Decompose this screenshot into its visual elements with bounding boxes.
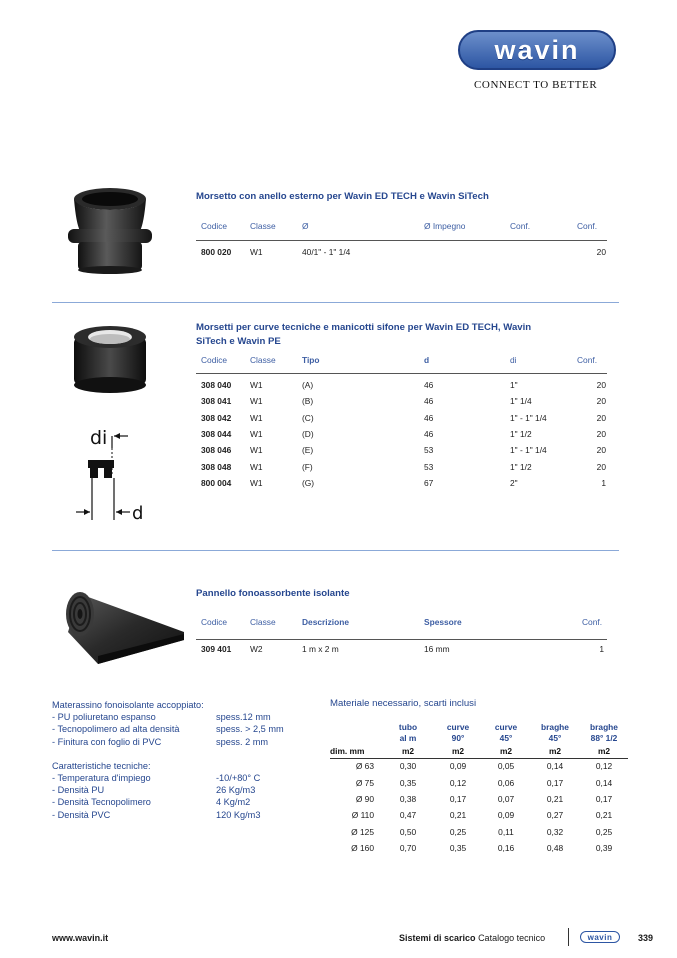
cell-dim: Ø 63 (355, 761, 374, 772)
cell-diameter: 40/1" - 1" 1/4 (302, 247, 351, 258)
table-row (201, 377, 606, 393)
table-row (201, 641, 604, 657)
cell-m2: 0,12 (595, 761, 613, 772)
cell-tipo: (D) (302, 429, 314, 440)
cell-classe: W2 (250, 644, 263, 655)
label-d: d (132, 503, 144, 524)
cell-m2: 0,30 (399, 761, 417, 772)
cell-di: 1" - 1" 1/4 (510, 412, 547, 423)
s1-header-conf1: Conf. (510, 221, 531, 231)
cell-codice: 800 004 (201, 477, 232, 488)
s1-header-codice: Codice (201, 221, 228, 231)
di-arrow-head (114, 433, 120, 439)
cell-m2: 0,35 (399, 777, 417, 788)
cell-dim: Ø 110 (351, 810, 374, 821)
col-head-line: curve (446, 722, 470, 732)
s2-header-rule (196, 373, 607, 374)
col-head-line: 90° (451, 733, 465, 743)
s1-header-conf2: Conf. (577, 221, 598, 231)
cell-m2: 0,32 (546, 826, 564, 837)
cell-tipo: (C) (302, 412, 314, 423)
cell-codice: 308 046 (201, 445, 232, 456)
cell-m2: 0,11 (498, 826, 514, 837)
materials-unit-head: dim. mm (330, 745, 365, 756)
cell-d: 67 (424, 477, 434, 488)
logo-text: wavin (494, 34, 580, 65)
cell-spessore: 16 mm (424, 644, 450, 655)
cell-m2: 0,06 (497, 777, 515, 788)
cell-codice: 308 044 (201, 429, 232, 440)
table-row (201, 442, 606, 458)
cell-m2: 0,48 (546, 843, 564, 854)
cell-m2: 0,17 (546, 777, 564, 788)
cell-m2: 0,47 (399, 810, 417, 821)
cell-m2: 0,70 (399, 843, 417, 854)
spec-item (52, 784, 284, 796)
cell-m2: 0,25 (595, 826, 613, 837)
spec-label: - Finitura con foglio di PVC (52, 736, 162, 747)
cell-m2: 0,38 (399, 793, 417, 804)
cell-classe: W1 (250, 477, 263, 488)
spec-value: 120 Kg/m3 (216, 809, 261, 820)
spec-item (52, 796, 284, 808)
footer-catalog-rest: Catalogo tecnico (478, 933, 546, 943)
materials-unit-head: m2 (499, 745, 513, 756)
table-row (330, 758, 628, 774)
spec-label: - Tecnopolimero ad alta densità (52, 724, 180, 735)
spec-label: - Densità PU (52, 785, 105, 796)
s3-header-codice: Codice (201, 617, 228, 627)
part-top (88, 460, 114, 468)
cell-d: 53 (424, 461, 434, 472)
s2-header-tipo: Tipo (302, 355, 320, 365)
cell-m2: 0,09 (497, 810, 515, 821)
cell-m2: 0,50 (399, 826, 417, 837)
materials-title: Materiale necessario, scarti inclusi (330, 698, 477, 709)
table-row (201, 426, 606, 442)
cell-dim: Ø 160 (351, 843, 374, 854)
cell-tipo: (F) (302, 461, 313, 472)
cell-conf: 1 (601, 477, 606, 488)
footer-website[interactable]: www.wavin.it (52, 933, 109, 943)
footer-wavin-logo (580, 931, 620, 943)
d-right-arrow-head (116, 509, 122, 515)
section2-table (201, 377, 606, 491)
table-row (330, 774, 628, 790)
pannello-roll-image (58, 584, 188, 668)
cell-conf: 20 (596, 429, 606, 440)
s1-header-impegno: Ø Impegno (424, 221, 466, 231)
spec-value: spess.12 mm (216, 712, 271, 723)
cell-m2: 0,16 (497, 843, 515, 854)
spec-label: - PU poliuretano espanso (52, 712, 156, 723)
footer-catalog (399, 933, 545, 943)
specs-heading-2: Caratteristiche tecniche: (52, 760, 151, 771)
materials-col-head (382, 716, 434, 744)
s3-header-classe: Classe (250, 617, 276, 627)
cell-dim: Ø 75 (355, 777, 374, 788)
cell-d: 46 (424, 380, 434, 391)
cell-m2: 0,05 (497, 761, 515, 772)
materials-unit-head: m2 (451, 745, 465, 756)
section3-table (201, 641, 604, 657)
spec-value: 4 Kg/m2 (216, 797, 251, 808)
materials-col-head (434, 716, 482, 744)
cell-di: 1" (510, 380, 518, 391)
s3-header-rule (196, 639, 607, 640)
table-row (201, 475, 606, 491)
section-divider-1 (52, 302, 619, 303)
cell-m2: 0,14 (546, 761, 564, 772)
section1-table (201, 244, 606, 260)
section-divider-2 (52, 550, 619, 551)
cell-codice: 308 041 (201, 396, 232, 407)
cell-codice: 309 401 (201, 644, 232, 655)
cell-d: 46 (424, 396, 434, 407)
table-row (201, 458, 606, 474)
col-head-line: 45° (499, 733, 513, 743)
cell-conf1 (510, 244, 582, 260)
spec-item (52, 723, 284, 735)
spec-value: spess. 2 mm (216, 736, 269, 747)
col-head-line: al m (399, 733, 417, 743)
cell-di: 1" 1/4 (510, 396, 532, 407)
section2-title-line2: SiTech e Wavin PE (196, 336, 281, 347)
section3-title: Pannello fonoassorbente isolante (196, 588, 350, 599)
cell-m2: 0,09 (449, 761, 467, 772)
section2-title-line1: Morsetti per curve tecniche e manicotti sifone per Wavin ED TECH, Wavin (196, 322, 532, 333)
spec-item (52, 809, 284, 821)
cell-conf2: 20 (596, 247, 606, 258)
materials-col-head (482, 716, 530, 744)
cell-m2: 0,07 (497, 793, 515, 804)
cell-classe: W1 (250, 445, 263, 456)
cell-m2: 0,25 (449, 826, 467, 837)
cell-m2: 0,27 (546, 810, 564, 821)
section2-title (196, 321, 531, 349)
s1-header-classe: Classe (250, 221, 276, 231)
cell-conf: 1 (599, 644, 604, 655)
table-row (330, 791, 628, 807)
spec-item (52, 772, 284, 784)
col-head-line: braghe (541, 722, 569, 732)
cell-di: 1" 1/2 (510, 429, 532, 440)
dimension-diagram (72, 420, 152, 530)
s3-header-conf: Conf. (582, 617, 603, 627)
col-head-line: braghe (590, 722, 618, 732)
cell-tipo: (G) (302, 477, 315, 488)
spec-label: - Densità Tecnopolimero (52, 797, 151, 808)
page-number: 339 (638, 933, 654, 943)
materials-col-head (580, 716, 628, 744)
cell-m2: 0,35 (449, 843, 467, 854)
cell-tipo: (A) (302, 380, 314, 391)
section1-title: Morsetto con anello esterno per Wavin ED TECH e Wavin SiTech (196, 191, 489, 202)
cell-d: 46 (424, 412, 434, 423)
cell-di: 1" 1/2 (510, 461, 532, 472)
s3-header-descrizione: Descrizione (302, 617, 350, 627)
materials-unit-head: m2 (401, 745, 415, 756)
cell-conf: 20 (596, 396, 606, 407)
s2-header-codice: Codice (201, 355, 228, 365)
cell-tipo: (B) (302, 396, 314, 407)
cell-m2: 0,12 (449, 777, 467, 788)
cell-m2: 0,17 (595, 793, 613, 804)
col-head-line: 88° 1/2 (590, 733, 618, 743)
spec-value: spess. > 2,5 mm (216, 724, 284, 735)
table-row (330, 807, 628, 823)
s2-header-classe: Classe (250, 355, 276, 365)
specs-heading-1: Materassino fonoisolante accoppiato: (52, 700, 204, 710)
cell-classe: W1 (250, 380, 263, 391)
cell-codice: 308 040 (201, 380, 232, 391)
cell-di: 1" - 1" 1/4 (510, 445, 547, 456)
s2-header-di: di (510, 355, 517, 365)
cell-d: 46 (424, 429, 434, 440)
cell-m2: 0,21 (449, 810, 467, 821)
cell-classe: W1 (250, 412, 263, 423)
cell-codice: 308 048 (201, 461, 232, 472)
footer-logo-text: wavin (587, 932, 613, 942)
cell-conf: 20 (596, 461, 606, 472)
materials-table (330, 716, 628, 856)
morsetto-anello-image (62, 183, 158, 275)
morsetto-curve-image (70, 323, 150, 395)
s3-header-spessore: Spessore (424, 617, 462, 627)
spec-item (52, 711, 284, 723)
spec-item (52, 736, 284, 748)
materials-unit-head: m2 (548, 745, 562, 756)
cell-dim: Ø 90 (355, 793, 374, 804)
wavin-logo (458, 30, 616, 70)
col-head-line: tubo (398, 722, 418, 732)
s2-header-conf: Conf. (577, 355, 598, 365)
cell-m2: 0,14 (595, 777, 613, 788)
cell-impegno (424, 244, 510, 260)
s2-header-d: d (424, 355, 430, 365)
cell-conf: 20 (596, 445, 606, 456)
label-di: di (90, 427, 108, 449)
cell-descrizione: 1 m x 2 m (302, 644, 339, 655)
cell-conf: 20 (596, 412, 606, 423)
cell-d: 53 (424, 445, 434, 456)
tagline: CONNECT TO BETTER (474, 79, 598, 91)
spec-label: - Densità PVC (52, 809, 111, 820)
cell-classe: W1 (250, 247, 263, 258)
specs-block (52, 699, 284, 821)
table-row (330, 840, 628, 856)
cell-classe: W1 (250, 461, 263, 472)
table-row (201, 410, 606, 426)
s1-header-rule (196, 240, 607, 241)
table-row (201, 393, 606, 409)
cell-classe: W1 (250, 429, 263, 440)
part-bore (98, 468, 104, 478)
cell-di: 2" (510, 477, 518, 488)
spec-label: - Temperatura d'impiego (52, 773, 151, 784)
table-row (330, 824, 628, 840)
d-left-arrow-head (84, 509, 90, 515)
spec-value: 26 Kg/m3 (216, 785, 256, 796)
footer-divider (568, 928, 569, 946)
footer-catalog-bold: Sistemi di scarico (399, 933, 476, 943)
cell-conf: 20 (596, 380, 606, 391)
cell-m2: 0,21 (595, 810, 613, 821)
cell-m2: 0,39 (595, 843, 613, 854)
table-row (201, 244, 606, 260)
col-head-line: 45° (548, 733, 562, 743)
cell-m2: 0,17 (449, 793, 467, 804)
col-head-line: curve (494, 722, 518, 732)
cell-codice: 800 020 (201, 247, 232, 258)
cell-classe: W1 (250, 396, 263, 407)
cell-dim: Ø 125 (351, 826, 374, 837)
materials-unit-head: m2 (597, 745, 611, 756)
s1-header-diameter: Ø (302, 221, 309, 231)
spec-value: -10/+80° C (216, 773, 261, 784)
cell-m2: 0,21 (546, 793, 564, 804)
cell-tipo: (E) (302, 445, 314, 456)
cell-codice: 308 042 (201, 412, 232, 423)
materials-col-head (530, 716, 580, 744)
